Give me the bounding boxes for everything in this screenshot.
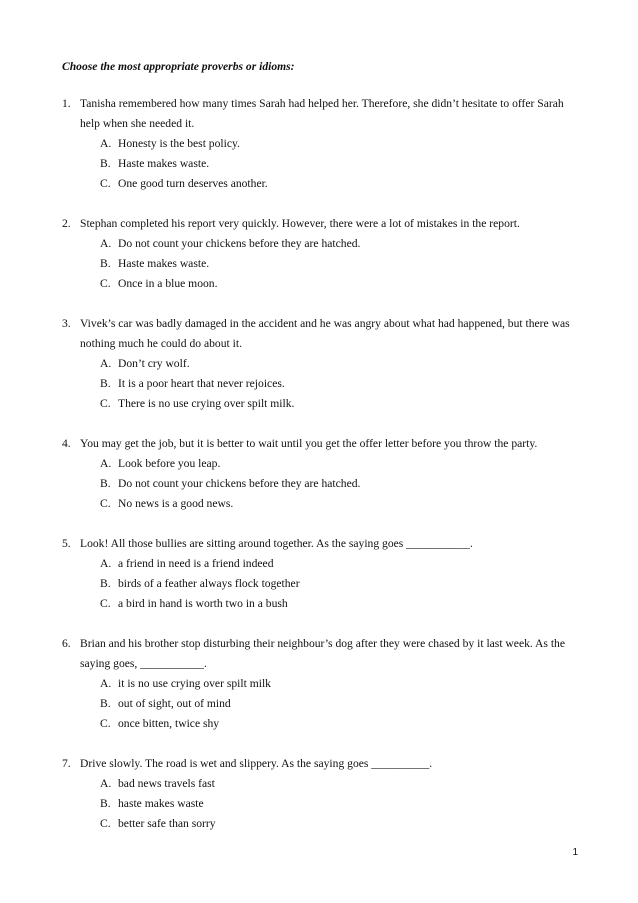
option-letter: B. [100, 477, 111, 490]
option-letter: C. [100, 597, 111, 610]
question-stem [62, 634, 582, 674]
option-text: Look before you leap. [118, 457, 221, 470]
option-letter: B. [100, 257, 111, 270]
answer-options [100, 554, 582, 614]
option-letter: A. [100, 457, 112, 470]
answer-options [100, 354, 582, 414]
question-3 [62, 314, 582, 414]
question-number: 1. [62, 97, 71, 110]
answer-option [100, 794, 582, 814]
answer-options [100, 454, 582, 514]
answer-option [100, 234, 582, 254]
answer-option [100, 574, 582, 594]
option-text: One good turn deserves another. [118, 177, 268, 190]
question-stem [62, 534, 582, 554]
option-letter: B. [100, 157, 111, 170]
option-text: Don’t cry wolf. [118, 357, 190, 370]
question-text: Look! All those bullies are sitting around together. As the saying goes ___________. [80, 537, 473, 550]
answer-option [100, 774, 582, 794]
question-text: Brian and his brother stop disturbing their neighbour’s dog after they were chased by it last week. As the saying goes, ___________. [80, 637, 566, 670]
answer-option [100, 474, 582, 494]
option-text: Do not count your chickens before they are hatched. [118, 237, 361, 250]
option-text: Do not count your chickens before they are hatched. [118, 477, 361, 490]
option-text: better safe than sorry [118, 817, 216, 830]
option-letter: A. [100, 557, 112, 570]
option-letter: A. [100, 777, 112, 790]
question-stem [62, 434, 582, 454]
question-number: 3. [62, 317, 71, 330]
answer-option [100, 814, 582, 834]
question-number: 7. [62, 757, 71, 770]
question-2 [62, 214, 582, 294]
answer-option [100, 394, 582, 414]
option-text: it is no use crying over spilt milk [118, 677, 271, 690]
option-letter: B. [100, 697, 111, 710]
option-letter: A. [100, 677, 112, 690]
question-1 [62, 94, 582, 194]
option-text: There is no use crying over spilt milk. [118, 397, 295, 410]
answer-option [100, 494, 582, 514]
question-number: 6. [62, 637, 71, 650]
option-letter: C. [100, 817, 111, 830]
question-text: Vivek’s car was badly damaged in the accident and he was angry about what had happened, but there was nothing much he could do about it. [80, 317, 570, 350]
option-letter: A. [100, 357, 112, 370]
option-text: Honesty is the best policy. [118, 137, 240, 150]
question-4 [62, 434, 582, 514]
question-text: Drive slowly. The road is wet and slippery. As the saying goes __________. [80, 757, 433, 770]
option-text: It is a poor heart that never rejoices. [118, 377, 285, 390]
option-text: once bitten, twice shy [118, 717, 220, 730]
answer-option [100, 354, 582, 374]
question-5 [62, 534, 582, 614]
question-stem [62, 754, 582, 774]
answer-option [100, 714, 582, 734]
question-text: Stephan completed his report very quickly. However, there were a lot of mistakes in the report. [80, 217, 520, 230]
question-number: 2. [62, 217, 71, 230]
answer-option [100, 174, 582, 194]
answer-option [100, 274, 582, 294]
option-letter: C. [100, 177, 111, 190]
instructions-heading: Choose the most appropriate proverbs or idioms: [62, 60, 295, 73]
option-text: haste makes waste [118, 797, 204, 810]
option-text: Haste makes waste. [118, 157, 210, 170]
option-letter: B. [100, 577, 111, 590]
option-letter: C. [100, 497, 111, 510]
question-stem [62, 214, 582, 234]
answer-option [100, 594, 582, 614]
option-letter: B. [100, 377, 111, 390]
option-text: a friend in need is a friend indeed [118, 557, 274, 570]
option-text: out of sight, out of mind [118, 697, 231, 710]
question-list [62, 94, 582, 854]
option-letter: A. [100, 137, 112, 150]
answer-option [100, 674, 582, 694]
question-text: You may get the job, but it is better to wait until you get the offer letter before you throw the party. [80, 437, 538, 450]
answer-option [100, 694, 582, 714]
answer-option [100, 134, 582, 154]
option-letter: C. [100, 717, 111, 730]
option-letter: B. [100, 797, 111, 810]
answer-option [100, 374, 582, 394]
answer-option [100, 454, 582, 474]
answer-options [100, 774, 582, 834]
question-number: 4. [62, 437, 71, 450]
answer-options [100, 674, 582, 734]
answer-options [100, 234, 582, 294]
option-letter: C. [100, 397, 111, 410]
answer-option [100, 254, 582, 274]
option-text: No news is a good news. [118, 497, 234, 510]
question-7 [62, 754, 582, 834]
answer-option [100, 554, 582, 574]
page-number: 1 [572, 847, 578, 858]
question-number: 5. [62, 537, 71, 550]
question-stem [62, 314, 582, 354]
answer-options [100, 134, 582, 194]
option-text: bad news travels fast [118, 777, 215, 790]
option-text: birds of a feather always flock together [118, 577, 300, 590]
question-text: Tanisha remembered how many times Sarah had helped her. Therefore, she didn’t hesitate to offer Sarah help when she needed it. [80, 97, 564, 130]
option-text: a bird in hand is worth two in a bush [118, 597, 288, 610]
option-text: Haste makes waste. [118, 257, 210, 270]
option-text: Once in a blue moon. [118, 277, 218, 290]
option-letter: C. [100, 277, 111, 290]
option-letter: A. [100, 237, 112, 250]
question-6 [62, 634, 582, 734]
answer-option [100, 154, 582, 174]
question-stem [62, 94, 582, 134]
